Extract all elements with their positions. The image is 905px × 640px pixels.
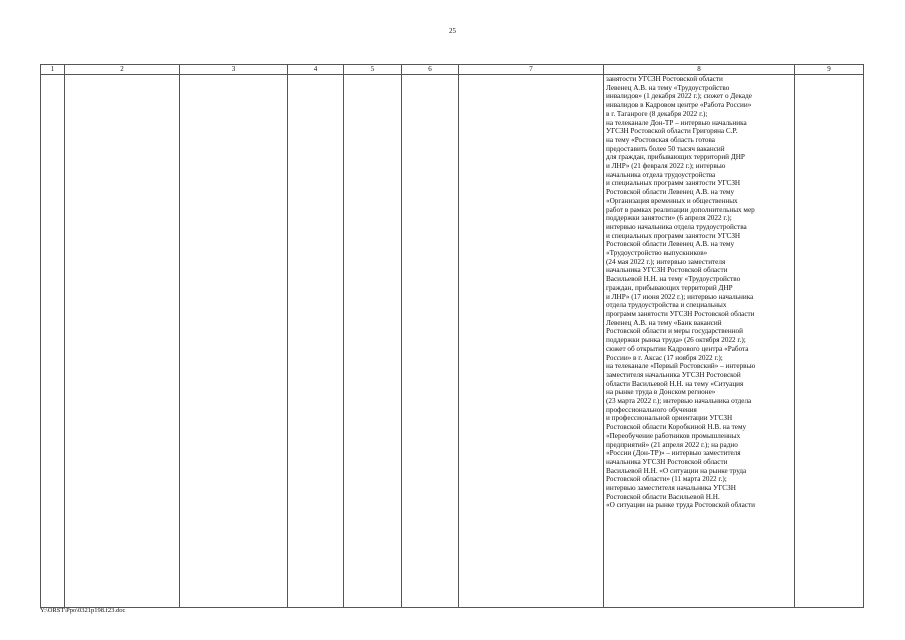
column-header-1: 1 bbox=[41, 65, 65, 75]
table-cell-6 bbox=[402, 75, 459, 608]
table-cell-7 bbox=[459, 75, 604, 608]
cell-text-line: для граждан, прибывающих территорий ДНР bbox=[606, 153, 745, 162]
cell-text-line: отдела трудоустройства и специальных bbox=[606, 301, 727, 310]
cell-text-line: заместителя начальника УГСЗН Ростовской bbox=[606, 370, 741, 379]
cell-text-line: области Васильевой Н.Н. на тему «Ситуация bbox=[606, 379, 744, 388]
cell-text-line: начальника УГСЗН Ростовской области bbox=[606, 457, 728, 466]
cell-text-line: России» в г. Аксас (17 ноября 2022 г.); bbox=[606, 353, 723, 362]
cell-text-line: граждан, прибывающих территорий ДНР bbox=[606, 283, 733, 292]
cell-text-line: интервью начальника отдела трудоустройства bbox=[606, 222, 747, 231]
table-header-row bbox=[41, 65, 864, 75]
cell-text-line: «России (Дон-ТР)» – интервью заместителя bbox=[606, 449, 741, 458]
column-header-2: 2 bbox=[65, 65, 180, 75]
page-number: 25 bbox=[449, 27, 456, 35]
cell-text-line: Васильевой Н.Н. на тему «Трудоустройство bbox=[606, 275, 741, 284]
cell-text-line: в г. Таганроге (8 декабря 2022 г.); bbox=[606, 109, 708, 118]
column-header-7: 7 bbox=[459, 65, 604, 75]
table-cell-2 bbox=[65, 75, 180, 608]
cell-text-line: поддержки занятости» (6 апреля 2022 г.); bbox=[606, 214, 732, 223]
cell-text-line: и специальных программ занятости УГСЗН bbox=[606, 179, 741, 188]
table-cell-4 bbox=[288, 75, 344, 608]
cell-text-line: УГСЗН Ростовской области Григоряна С.Р. bbox=[606, 127, 738, 136]
column-header-3: 3 bbox=[180, 65, 288, 75]
cell-text-line: на телеканале «Первый Ростовский» – интервью bbox=[606, 362, 756, 371]
cell-text-line: Ростовской области Левенец А.В. на тему bbox=[606, 188, 735, 197]
cell-text-line: на рынке труда в Донском регионе» bbox=[606, 388, 716, 397]
table-cell-5 bbox=[344, 75, 402, 608]
cell-text-line: Ростовской области» (11 марта 2022 г.); bbox=[606, 475, 727, 484]
cell-text-line: программ занятости УГСЗН Ростовской области bbox=[606, 309, 755, 318]
table-cell-3 bbox=[180, 75, 288, 608]
table-cell-9 bbox=[795, 75, 864, 608]
cell-text-line: и профессиональной ориентации УГСЗН bbox=[606, 414, 733, 423]
column-header-9: 9 bbox=[795, 65, 864, 75]
cell-text-line: Ростовской области Коробкиной Н.В. на тему bbox=[606, 423, 747, 432]
cell-text-line: начальника отдела трудоустройства bbox=[606, 170, 716, 179]
cell-text-line: Васильевой Н.Н. «О ситуации на рынке труда bbox=[606, 466, 747, 475]
table-row bbox=[41, 75, 864, 608]
cell-text-line: Ростовской области Левенец А.В. на тему bbox=[606, 240, 735, 249]
cell-text-line: (24 мая 2022 г.); интервью заместителя bbox=[606, 257, 726, 266]
cell-text-line: работ в рамках реализации дополнительных мер bbox=[606, 205, 755, 214]
cell-text-line: инвалидов в Кадровом центре «Работа России» bbox=[606, 101, 752, 110]
cell-text-line: предприятий» (21 апреля 2022 г.); на радио bbox=[606, 440, 738, 449]
column-header-4: 4 bbox=[288, 65, 344, 75]
cell-text-line: «Трудоустройство выпускников» bbox=[606, 249, 708, 258]
cell-text-line: Ростовской области и меры государственной bbox=[606, 327, 743, 336]
cell-text-line: Левенец А.В. на тему «Трудоустройство bbox=[606, 83, 730, 92]
cell-text-line: интервью заместителя начальника УГСЗН bbox=[606, 484, 736, 493]
footer-file-path: Y:\ORST\Ppo\0321p198.f23.doc bbox=[40, 607, 126, 614]
cell-text-line: сюжет об открытии Кадрового центра «Работа bbox=[606, 344, 749, 353]
cell-text-line: инвалидов» (1 декабря 2022 г.); сюжет о Декаде bbox=[606, 92, 752, 101]
cell-text-line: на телеканале Дон-ТР – интервью начальника bbox=[606, 118, 747, 127]
cell-text-line: на тему «Ростовская область готова bbox=[606, 135, 715, 144]
cell-text-line: Ростовской области Васильевой Н.Н. bbox=[606, 492, 720, 501]
column-header-8: 8 bbox=[604, 65, 795, 75]
cell-text-line: «О ситуации на рынке труда Ростовской области bbox=[606, 501, 755, 510]
cell-text-line: начальника УГСЗН Ростовской области bbox=[606, 266, 728, 275]
cell-text-line: поддержки рынка труда» (26 октября 2022 г.); bbox=[606, 336, 746, 345]
cell-text-line: «Организация временных и общественных bbox=[606, 196, 738, 205]
cell-text-line: Левенец А.В. на тему «Банк вакансий bbox=[606, 318, 722, 327]
table-cell-8-text bbox=[604, 75, 795, 608]
cell-text-line: и ЛНР» (17 июня 2022 г.); интервью начальника bbox=[606, 292, 754, 301]
cell-text-line: профессионального обучения bbox=[606, 405, 697, 414]
cell-text-line: предоставить более 50 тысяч вакансий bbox=[606, 144, 725, 153]
cell-text-line: (23 марта 2022 г.); интервью начальника отдела bbox=[606, 397, 752, 406]
column-header-5: 5 bbox=[344, 65, 402, 75]
cell-text-line: и специальных программ занятости УГСЗН bbox=[606, 231, 741, 240]
table-cell-1 bbox=[41, 75, 65, 608]
cell-text-line: занятости УГСЗН Ростовской области bbox=[606, 75, 723, 83]
column-header-6: 6 bbox=[402, 65, 459, 75]
cell-text-line: «Переобучение работников промышленных bbox=[606, 431, 741, 440]
cell-text-line: и ЛНР» (21 февраля 2022 г.); интервью bbox=[606, 162, 726, 171]
document-table bbox=[40, 64, 864, 608]
